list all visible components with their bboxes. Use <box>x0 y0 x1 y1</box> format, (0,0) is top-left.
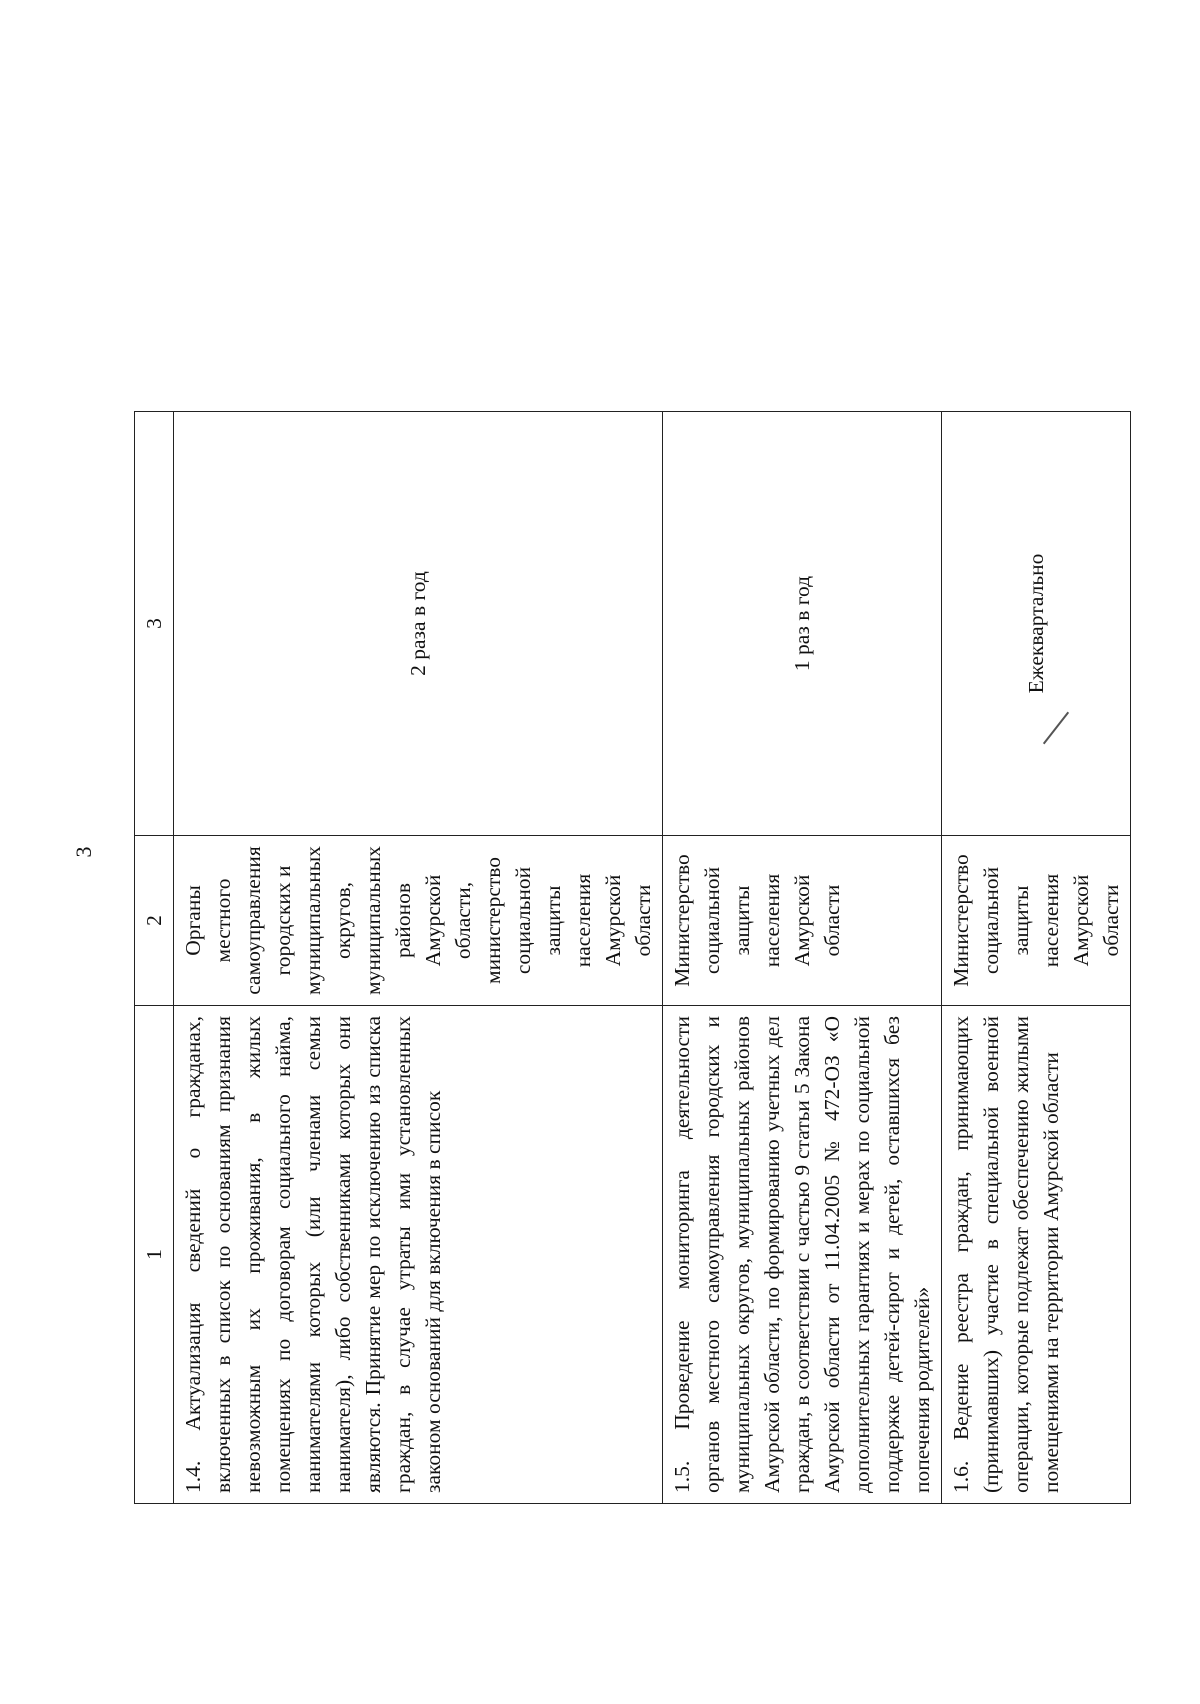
frequency-cell: 1 раз в год <box>663 412 942 836</box>
frequency-cell: 2 раза в год <box>174 412 663 836</box>
table-row <box>942 412 1131 1504</box>
responsible-cell: Органы местного самоуправления городских и муниципальных округов, муниципальных районов Амурской области, министерство социальной защиты населения Амурской области <box>174 836 663 1006</box>
column-header-3: 3 <box>135 412 174 836</box>
page-number: 3 <box>71 846 96 858</box>
responsible-cell: Министерство социальной защиты населения Амурской области <box>663 836 942 1006</box>
table-row <box>174 412 663 1504</box>
table-row <box>663 412 942 1504</box>
column-header-2: 2 <box>135 836 174 1006</box>
frequency-cell: Ежеквартально <box>942 412 1131 836</box>
measure-cell: 1.4. Актуализация сведений о гражданах, включенных в список по основаниям признания невозможным их проживания, в жилых помещениях по договорам социального найма, нанимателями которых (или членами семьи нанимателя), либо собственниками которых они являются. Принятие мер по исключению из списка граждан, в случае утраты ими установленных законом оснований для включения в список <box>174 1006 663 1504</box>
responsible-cell: Министерство социальной защиты населения Амурской области <box>942 836 1131 1006</box>
column-header-1: 1 <box>135 1006 174 1504</box>
measures-table <box>134 411 1131 1504</box>
table-header-row <box>135 412 174 1504</box>
measure-cell: 1.6. Ведение реестра граждан, принимающих (принимавших) участие в специальной военной операции, которые подлежат обеспечению жилыми помещениями на территории Амурской области <box>942 1006 1131 1504</box>
measure-cell: 1.5. Проведение мониторинга деятельности органов местного самоуправления городских и муниципальных округов, муниципальных районов Амурской области, по формированию учетных дел граждан, в соответствии с частью 9 статьи 5 Закона Амурской области от 11.04.2005 № 472-ОЗ «О дополнительных гарантиях и мерах по социальной поддержке детей-сирот и детей, оставшихся без попечения родителей» <box>663 1006 942 1504</box>
